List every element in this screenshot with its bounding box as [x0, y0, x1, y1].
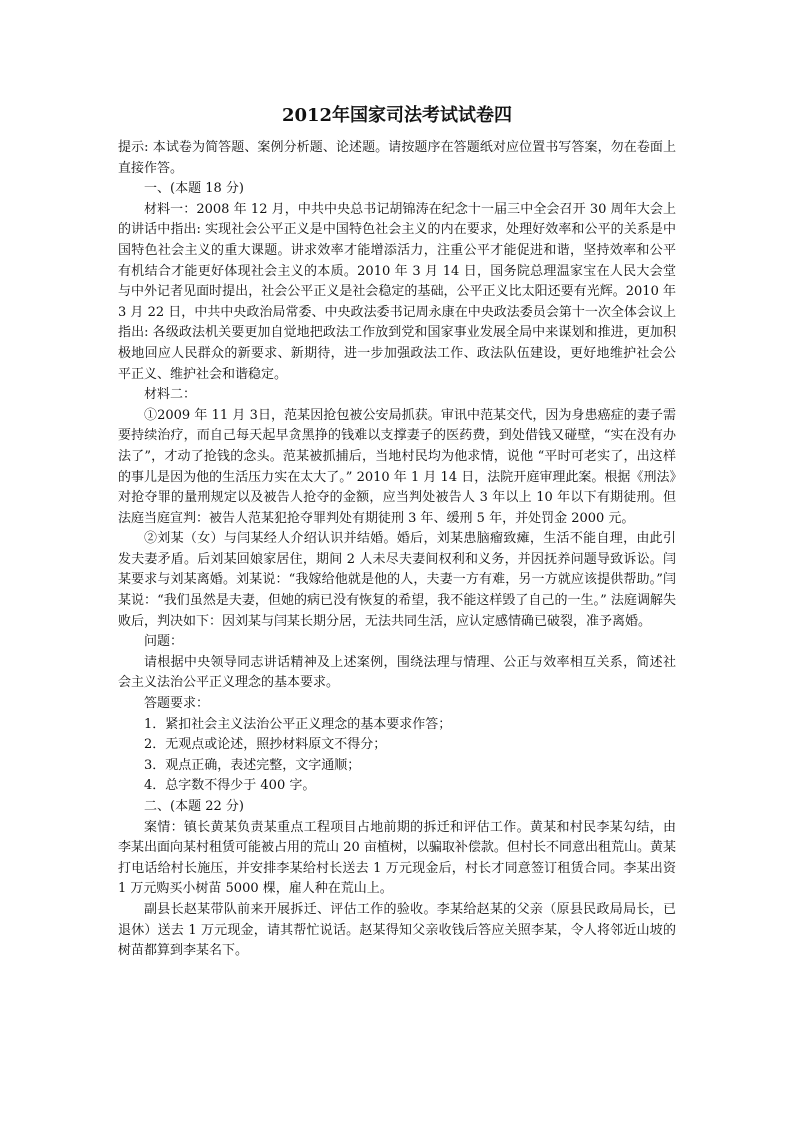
exam-instructions: 提示: 本试卷为简答题、案例分析题、论述题。请按题序在答题纸对应位置书写答案，勿在卷面上直接作答。 — [118, 140, 676, 176]
case-facts-paragraph: 副县长赵某带队前来开展拆迁、评估工作的验收。李某给赵某的父亲（原县民政局局长，已退休）送去 1 万元现金，请其帮忙说话。赵某得知父亲收钱后答应关照李某，令人将邻近山坡的树苗都算到李某名下。 — [118, 901, 676, 959]
case-one-paragraph: ①2009 年 11 月 3日，范某因抢包被公安局抓获。审讯中范某交代，因为身患癌症的妻子需要持续治疗，而自己每天起早贪黑挣的钱难以支撑妻子的医药费，到处借钱又碰壁，“实在没有办法了”，才动了抢钱的念头。范某被抓捕后，当地村民均为他求情，说他 “平时可老实了，出这样的事儿是因为他的生活压力实在太大了。” 2010 年 1 月 14 日，法院开庭审理此案。根据《刑法》对抢夺罪的量刑规定以及被告人抢夺的金额，应当判处被告人 3 年以上 10 年以下有期徒刑。但法庭当庭宣判：被告人范某犯抢夺罪判处有期徒刑 3 年、缓刑 5 年，并处罚金 2000 元。 — [118, 407, 676, 526]
section-heading-two: 二、(本题 22 分) — [144, 799, 244, 814]
page-title: 2012年国家司法考试试卷四 — [281, 105, 513, 126]
requirements-heading: 答题要求： — [144, 696, 210, 712]
question-paragraph: 请根据中央领导同志讲话精神及上述案例，围绕法理与情理、公正与效率相互关系，简述社会主义法治公平正义理念的基本要求。 — [118, 654, 676, 691]
material-one-paragraph: 材料一：2008 年 12 月，中共中央总书记胡锦涛在纪念十一届三中全会召开 30 周年大会上的讲话中指出: 实现社会公平正义是中国特色社会主义的内在要求，处理好效率和公平的关系是中国特色社会主义的重大课题。讲求效率才能增添活力，注重公平才能促进和谐，坚持效率和公平有机结合才能更好体现社会主义的本质。2010 年 3 月 14 日，国务院总理温家宝在人民大会堂与中外记者见面时提出，社会公平正义是社会稳定的基础，公平正义比太阳还要有光辉。2010 年 3 月 22 日，中共中央政治局常委、中央政法委书记周永康在中央政法委员会第十一次全体会议上指出: 各级政法机关要更加自觉地把政法工作放到党和国家事业发展全局中来谋划和推进，更加积极地回应人民群众的新要求、新期待，进一步加强政法工作、政法队伍建设，更好地维护社会公平正义、维护社会和谐稳定。 — [118, 201, 676, 382]
document-body — [118, 138, 676, 962]
case-facts-paragraph: 案情：镇长黄某负责某重点工程项目占地前期的拆迁和评估工作。黄某和村民李某勾结，由李某出面向某村租赁可能被占用的荒山 20 亩植树，以骗取补偿款。但村长不同意出租荒山。黄某打电话给村长施压，并安排李某给村长送去 1 万元现金后，村长才同意签订租赁合同。李某出资 1 万元购买小树苗 5000 棵，雇人种在荒山上。 — [118, 819, 676, 897]
section-heading-one: 一、(本题 18 分) — [144, 181, 244, 197]
material-two-heading: 材料二： — [144, 387, 197, 403]
requirement-item: 4．总字数不得少于 400 字。 — [144, 778, 316, 794]
case-two-paragraph: ②刘某（女）与闫某经人介绍认识并结婚。婚后，刘某患脑瘤致瘫，生活不能自理，由此引发夫妻矛盾。后刘某回娘家居住，期间 2 人未尽夫妻间权利和义务，并因抚养问题导致诉讼。闫某要求与刘某离婚。刘某说：“我嫁给他就是他的人，夫妻一方有难，另一方就应该提供帮助。”闫某说：“我们虽然是夫妻，但她的病已没有恢复的希望，我不能这样毁了自己的一生。” 法庭调解失败后，判决如下：因刘某与闫某长期分居，无法共同生活，应认定感情确已破裂，准予离婚。 — [118, 531, 676, 629]
document-page — [118, 104, 676, 962]
requirement-item: 1．紧扣社会主义法治公平正义理念的基本要求作答； — [144, 716, 452, 732]
question-heading: 问题： — [144, 634, 184, 650]
requirement-item: 2．无观点或论述，照抄材料原文不得分； — [144, 737, 387, 753]
requirement-item: 3．观点正确，表述完整，文字通顺； — [144, 757, 361, 773]
